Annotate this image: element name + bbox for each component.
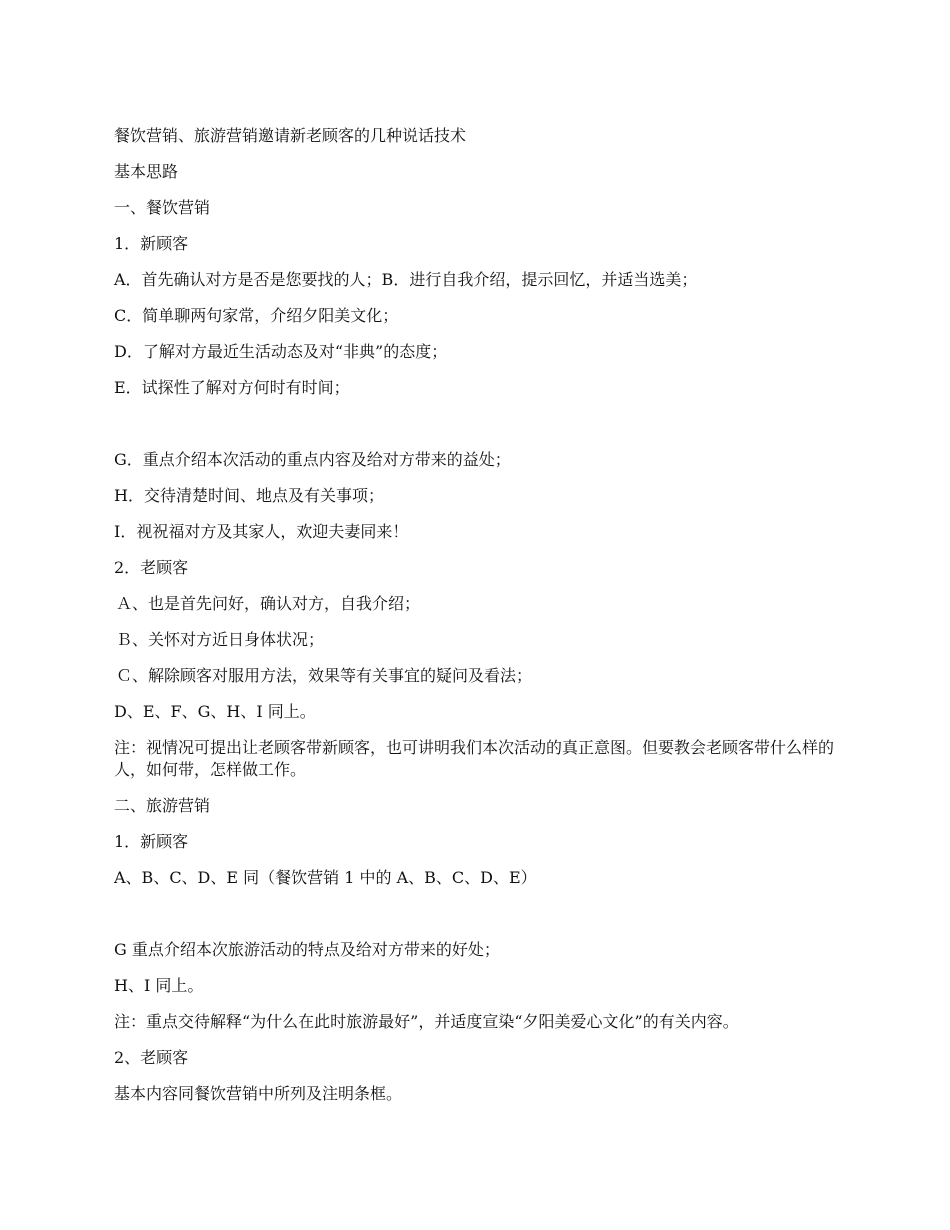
catering-new-item-h: H．交待清楚时间、地点及有关事项； xyxy=(114,486,384,505)
travel-old-customers-heading: 2、老顾客 xyxy=(114,1048,189,1067)
section-travel-heading: 二、旅游营销 xyxy=(114,796,211,815)
catering-new-item-g: G．重点介绍本次活动的重点内容及给对方带来的益处； xyxy=(114,450,511,469)
document-body xyxy=(114,125,844,1119)
catering-new-item-c: C．简单聊两句家常，介绍夕阳美文化； xyxy=(114,306,399,325)
travel-new-item-same: A、B、C、D、E 同（餐饮营销 1 中的 A、B、C、D、E） xyxy=(114,868,537,887)
catering-old-item-a: Ａ、也是首先问好，确认对方，自我介绍； xyxy=(116,594,421,613)
catering-new-item-i: I．视祝福对方及其家人，欢迎夫妻同来！ xyxy=(114,522,409,541)
catering-new-item-d: D．了解对方最近生活动态及对“非典”的态度； xyxy=(114,342,448,361)
travel-new-note: 注：重点交待解释“为什么在此时旅游最好”，并适度宣染“夕阳美爱心文化”的有关内容。 xyxy=(114,1012,739,1031)
travel-old-text: 基本内容同餐饮营销中所列及注明条框。 xyxy=(114,1084,403,1103)
travel-new-item-g: G 重点介绍本次旅游活动的特点及给对方带来的好处； xyxy=(114,940,500,959)
catering-old-item-c: Ｃ、解除顾客对服用方法，效果等有关事宜的疑问及看法； xyxy=(116,666,533,685)
catering-new-customers-heading: 1．新顾客 xyxy=(114,234,189,253)
travel-new-item-h-i: H、I 同上。 xyxy=(114,976,204,995)
basic-approach-label: 基本思路 xyxy=(114,162,179,181)
blank-spacer xyxy=(114,903,844,939)
catering-old-item-b: Ｂ、关怀对方近日身体状况； xyxy=(116,630,325,649)
catering-new-item-a-b: A．首先确认对方是否是您要找的人；B．进行自我介绍，提示回忆，并适当选美； xyxy=(114,270,698,289)
blank-spacer xyxy=(114,413,844,449)
catering-old-customers-heading: 2．老顾客 xyxy=(114,558,189,577)
catering-old-item-rest: D、E、F、G、H、I 同上。 xyxy=(114,702,316,721)
section-catering-heading: 一、餐饮营销 xyxy=(114,198,211,217)
catering-old-note: 注：视情况可提出让老顾客带新顾客，也可讲明我们本次活动的真正意图。但要教会老顾客带什么样的人，如何带，怎样做工作。 xyxy=(114,738,835,779)
document-title: 餐饮营销、旅游营销邀请新老顾客的几种说话技术 xyxy=(114,126,467,145)
catering-new-item-e: E．试探性了解对方何时有时间； xyxy=(114,378,350,397)
travel-new-customers-heading: 1．新顾客 xyxy=(114,832,189,851)
